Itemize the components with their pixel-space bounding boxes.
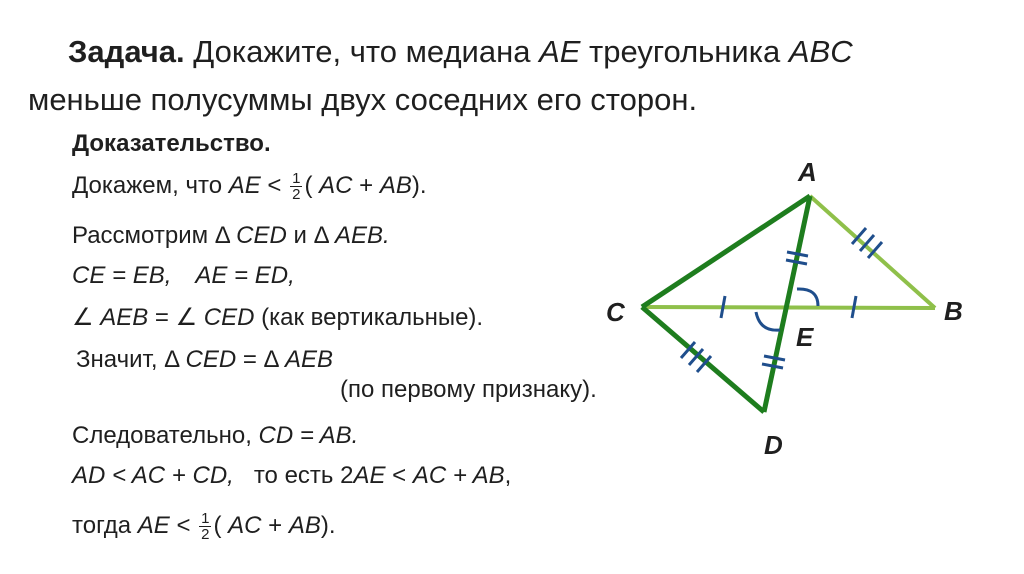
proof-line-8: AD < AC + CD, то есть 2AE < AC + AB, — [72, 462, 512, 489]
tick-mark-ed — [762, 364, 783, 368]
side-cd — [642, 307, 764, 412]
point-label-e: E — [796, 322, 814, 352]
proof-line-6: (по первому признаку). — [340, 376, 597, 403]
angle-arc-ced — [756, 312, 780, 330]
fraction-half: $\frac{1}{2}$ — [201, 510, 210, 544]
proof-line-4: ∠ AEB = ∠ CED (как вертикальные). — [72, 304, 484, 331]
task-heading: Задача. — [68, 34, 185, 69]
point-label-a: A — [798, 157, 817, 187]
point-label-c: C — [606, 297, 625, 327]
proof-line-2: Рассмотрим Δ CED и Δ AEB. — [72, 222, 390, 249]
tick-mark-ae — [787, 252, 808, 256]
tick-mark-ae — [786, 260, 807, 264]
fraction-half: $\frac{1}{2}$ — [292, 170, 301, 204]
task-median: AE — [539, 34, 581, 69]
tick-mark-ed — [764, 356, 785, 360]
side-ac — [642, 196, 810, 307]
point-label-b: B — [944, 296, 963, 326]
tick-mark-eb — [852, 296, 856, 318]
proof-line-5: Значит, Δ CED = Δ AEB — [76, 346, 333, 373]
proof-line-3: CE = EB, AE = ED, — [72, 262, 295, 289]
point-label-d: D — [764, 430, 783, 460]
task-text: Докажите, что медиана — [184, 34, 540, 69]
proof-line-7: Следовательно, CD = AB. — [72, 422, 359, 449]
task-text: треугольника — [580, 34, 789, 69]
proof-line-1: Докажем, что AE < $\frac{1}{2}$ ( AC + AB). — [72, 170, 427, 204]
proof-line-9: тогда AE < $\frac{1}{2}$ ( AC + AB). — [72, 510, 336, 544]
angle-arc-aeb — [797, 289, 818, 306]
task-triangle: ABC — [788, 34, 853, 69]
tick-mark-ce — [721, 296, 725, 318]
proof-heading: Доказательство. — [72, 130, 271, 157]
segment-ad — [764, 196, 810, 412]
task-line-2: меньше полусуммы двух соседних его сторон. — [28, 82, 698, 117]
